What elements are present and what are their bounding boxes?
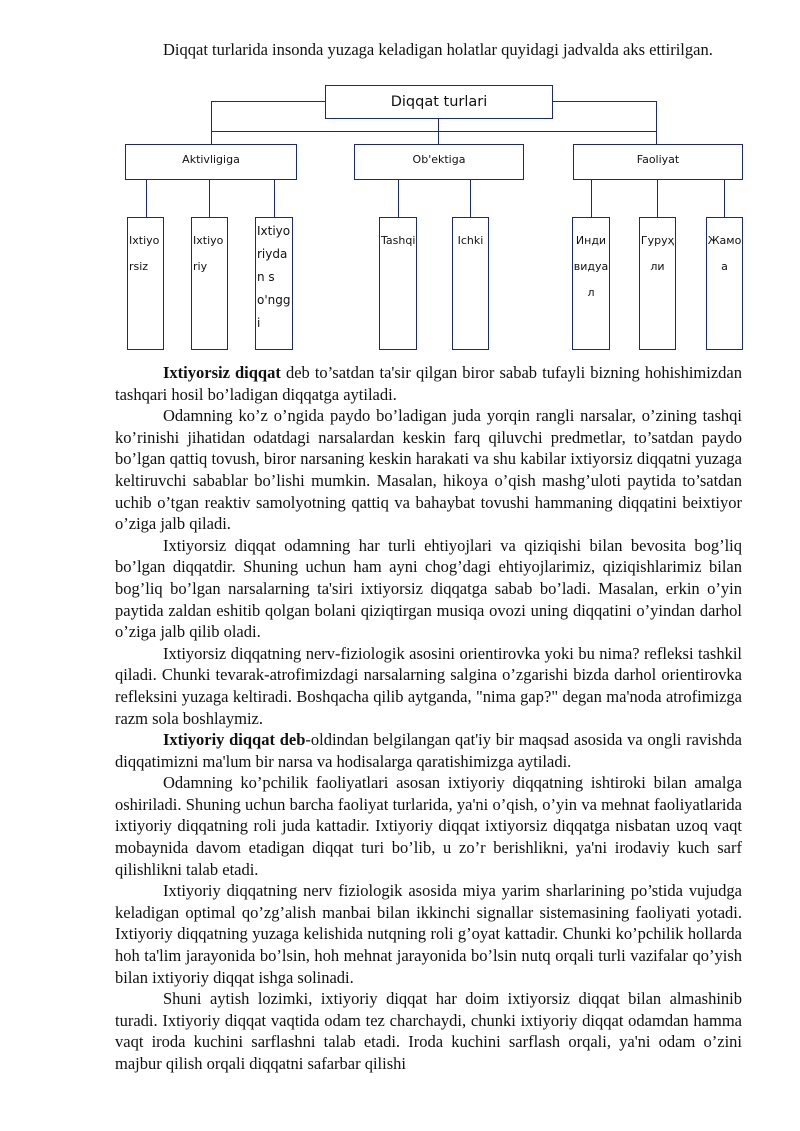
paragraph-text: Ixtiyoriy diqqatning nerv fiziologik asosida miya yarim sharlarining po’stida vujudga keladigan optimal qo’zg’alish manbai bilan ikkinchi signallar sistemasining faoliyati yotadi. Ixtiyoriy diqqatning yuzaga kelishida nutqning roli g’oyat kattadir. Chunki ko’pchilik hollarda hoh ta'lim jarayonida bo’lsin, hoh mehnat jarayonida bo’lsin nutq orqali turli vazifalar qo’yish bilan ixtiyoriy diqqat ishga solinadi.	[115, 881, 742, 987]
leaf-box-tashqi	[379, 217, 417, 350]
diagram-root-label: Diqqat turlari	[390, 94, 488, 110]
category-label: Ob'ektiga	[412, 153, 466, 166]
paragraph-bold: Ixtiyorsiz diqqat	[163, 363, 281, 382]
leaf-box-guruhli	[639, 217, 676, 350]
connector	[211, 101, 212, 131]
leaf-label: Ichki	[457, 234, 484, 247]
connector	[146, 180, 147, 217]
connector	[591, 180, 592, 217]
paragraph	[115, 772, 742, 880]
paragraph	[115, 362, 742, 405]
paragraph	[115, 405, 742, 535]
paragraph-bold: Ixtiyoriy diqqat deb	[163, 730, 306, 750]
category-box-faoliyat	[573, 144, 743, 180]
leaf-box-ichki	[452, 217, 489, 350]
paragraph-text: Ixtiyorsiz diqqat odamning har turli ehtiyojlari va qiziqishi bilan bevosita bog’liq bo’lgan diqqatdir. Shuning uchun ham ayni chog’dagi ehtiyojlarimiz, qiziqishlarimiz bilan bog’liq bo’lgan narsalarning ta'siri ixtiyorsiz diqqatga sabab bo’ladi. Masalan, erkin o’yin paytida zaldan eshitib qolgan bolani qiziqtirgan musiqa ovozi uning diqqatini o’yindan darhol o’ziga jalb qilib oladi.	[115, 535, 742, 642]
leaf-box-individual	[572, 217, 610, 350]
leaf-label: Ixtiyorsiz	[129, 234, 160, 273]
leaf-label: Tashqi	[381, 234, 416, 247]
paragraph-text: Odamning ko’pchilik faoliyatlari asosan ixtiyoriy diqqatning ishtiroki bilan amalga oshiriladi. Shuning uchun barcha faoliyat turlarida, ya'ni o’qish, o’yin va mehnat faoliyatlarida ixtiyoriy diqqatning roli juda kattadir. Ixtiyoriy diqqat ixtiyorsiz diqqatga nisbatan uzoq vaqt mobaynida davom etadigan diqqat turi bo’lib, u zo’r berishlikni, ya'ni irodaviy kuch sarf qilishlikni talab etadi.	[115, 773, 742, 879]
connector	[211, 101, 325, 102]
paragraph	[115, 643, 742, 729]
paragraph	[115, 729, 742, 772]
paragraph	[115, 535, 742, 643]
connector	[438, 131, 439, 144]
connector	[657, 180, 658, 217]
leaf-box-ixtiyorsiz	[127, 217, 164, 350]
connector	[656, 131, 657, 144]
connector	[470, 180, 471, 217]
paragraph-text: Shuni aytish lozimki, ixtiyoriy diqqat har doim ixtiyorsiz diqqat bilan almashinib turadi. Ixtiyoriy diqqat vaqtida odam tez charchaydi, chunki ixtiyoriy diqqat odamdan hamma vaqt iroda kuchini sarflashni talab etadi. Iroda kuchini sarflash orqali, ya'ni odam o’zini majbur qilish orqali diqqatni safarbar qilishi	[115, 989, 742, 1073]
connector	[398, 180, 399, 217]
leaf-label: Индивидуал	[573, 234, 609, 299]
paragraph	[115, 988, 742, 1074]
leaf-box-ixtiyoriydan-songgi	[255, 217, 293, 350]
leaf-label: Гуруҳли	[640, 234, 675, 273]
attention-types-diagram	[0, 0, 800, 360]
paragraph-text: deb to’satdan ta'sir qilgan biror sabab tufayli bizning hohishimizdan tashqari hosil bo’ladigan diqqatga aytiladi.	[115, 363, 742, 404]
intro-text: Diqqat turlarida insonda yuzaga keladigan holatlar quyidagi jadvalda aks ettirilgan.	[163, 40, 713, 59]
leaf-box-ixtiyoriy	[191, 217, 228, 350]
connector	[211, 131, 656, 132]
category-label: Aktivligiga	[182, 153, 240, 166]
leaf-label: Ixtiyoriy	[193, 234, 224, 273]
connector	[656, 101, 657, 131]
connector	[211, 131, 212, 144]
category-box-obektiga	[354, 144, 524, 180]
category-label: Faoliyat	[636, 153, 680, 166]
diagram-root-box	[325, 85, 553, 119]
leaf-label: Жамоа	[707, 234, 742, 273]
body-text	[115, 362, 742, 1075]
paragraph-text: Ixtiyorsiz diqqatning nerv-fiziologik asosini orientirovka yoki bu nima? refleksi tashkil qiladi. Chunki tevarak-atrofimizdagi narsalarning salgina o’zgarishi bizda darhol orientirovka refleksini yuzaga keltiradi. Boshqacha qilib aytganda, "nima gap?" degan ma'noda atrofimizga razm sola boshlaymiz.	[115, 643, 742, 728]
connector	[553, 101, 656, 102]
connector	[209, 180, 210, 217]
category-box-aktivligiga	[125, 144, 297, 180]
connector	[274, 180, 275, 217]
paragraph-text: -oldindan belgilangan qat'iy bir maqsad asosida va ongli ravishda diqqatimizni ma'lum bir narsa va hodisalarga qaratishimizga aytiladi.	[115, 730, 742, 771]
connector	[724, 180, 725, 217]
paragraph-text: Odamning ko’z o’ngida paydo bo’ladigan juda yorqin rangli narsalar, o’zining tashqi ko’rinishi jihatidan odatdagi narsalardan keskin farq qiluvchi predmetlar, to’satdan paydo bo’lgan qattiq tovush, biror narsaning keskin harakati va shu kabilar ixtiyorsiz diqqatni yuzaga keltiruvchi sabablar bo’lishi mumkin. Masalan, hikoya o’qish mashg’uloti paytida to’satdan uchib o’tgan reaktiv samolyotning qattiq va bahaybat tovushi hammaning diqqatini beixtiyor o’ziga jalb qiladi.	[115, 406, 742, 534]
leaf-label: Ixtiyoriydan so'nggi	[257, 224, 291, 330]
connector	[438, 119, 439, 131]
paragraph	[115, 880, 742, 988]
leaf-box-jamoa	[706, 217, 743, 350]
